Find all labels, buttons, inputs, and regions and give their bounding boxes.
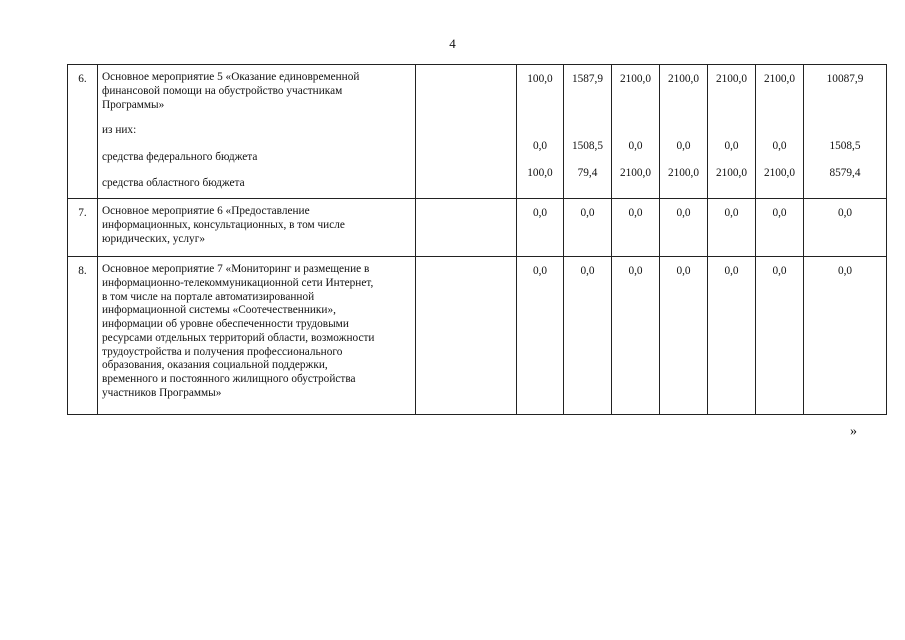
title-line: Основное мероприятие 5 «Оказание единовременной bbox=[102, 71, 360, 83]
value-cell: 0,0 bbox=[517, 257, 564, 415]
value-cell bbox=[804, 65, 887, 199]
sub-row-label: средства федерального бюджета bbox=[102, 151, 258, 164]
title-line: ресурсами отдельных территорий области, возможности bbox=[102, 331, 375, 344]
title-line: финансовой помощи на обустройство участникам bbox=[102, 84, 343, 97]
value: 2100,0 bbox=[763, 167, 796, 179]
title-line: участников Программы» bbox=[102, 387, 222, 400]
table-row bbox=[68, 199, 887, 257]
value-cell: 0,0 bbox=[708, 257, 756, 415]
title-line: информационно-телекоммуникационной сети Интернет, bbox=[102, 276, 374, 289]
value: 0,0 bbox=[628, 140, 643, 152]
value-cell: 0,0 bbox=[660, 199, 708, 257]
empty-cell bbox=[416, 199, 517, 257]
value: 0,0 bbox=[772, 140, 787, 152]
title-line: информационной системы «Соотечественники», bbox=[102, 304, 336, 317]
value: 8579,4 bbox=[829, 167, 861, 179]
value-cell: 0,0 bbox=[517, 199, 564, 257]
value: 2100,0 bbox=[619, 73, 652, 85]
value-cell bbox=[612, 65, 660, 199]
value: 1508,5 bbox=[829, 140, 861, 152]
title-line: юридических, услуг» bbox=[102, 232, 205, 245]
title-line: информации об уровне обеспеченности трудовыми bbox=[102, 318, 349, 331]
table-row bbox=[68, 65, 887, 199]
value-cell: 0,0 bbox=[804, 257, 887, 415]
measure-title bbox=[98, 257, 416, 415]
sub-row-label: средства областного бюджета bbox=[102, 176, 245, 189]
value: 0,0 bbox=[676, 140, 691, 152]
empty-cell bbox=[416, 257, 517, 415]
value: 100,0 bbox=[527, 167, 553, 179]
value-cell bbox=[756, 65, 804, 199]
title-line: Программы» bbox=[102, 98, 165, 111]
value-cell: 0,0 bbox=[564, 257, 612, 415]
row-index: 6. bbox=[68, 65, 98, 199]
value: 1508,5 bbox=[571, 140, 604, 152]
value-cell: 0,0 bbox=[612, 199, 660, 257]
value: 1587,9 bbox=[571, 73, 604, 85]
value-cell: 0,0 bbox=[708, 199, 756, 257]
title-line: в том числе на портале автоматизированной bbox=[102, 290, 315, 303]
measure-title bbox=[98, 65, 416, 199]
value: 2100,0 bbox=[715, 73, 748, 85]
row-index: 8. bbox=[68, 257, 98, 415]
value-cell: 0,0 bbox=[756, 199, 804, 257]
value: 2100,0 bbox=[715, 167, 748, 179]
value: 0,0 bbox=[532, 140, 548, 152]
closing-quote: » bbox=[850, 424, 857, 439]
value: 10087,9 bbox=[826, 73, 864, 85]
value-cell: 0,0 bbox=[804, 199, 887, 257]
title-line: образования, оказания социальной поддержки, bbox=[102, 359, 328, 372]
value-cell: 0,0 bbox=[660, 257, 708, 415]
value: 2100,0 bbox=[667, 73, 700, 85]
empty-cell bbox=[416, 65, 517, 199]
value-cell: 0,0 bbox=[612, 257, 660, 415]
value-cell bbox=[660, 65, 708, 199]
value-cell bbox=[517, 65, 564, 199]
title-line: Основное мероприятие 7 «Мониторинг и размещение в bbox=[102, 263, 370, 275]
value-cell: 0,0 bbox=[564, 199, 612, 257]
value: 2100,0 bbox=[619, 167, 652, 179]
page-number: 4 bbox=[449, 36, 456, 51]
title-line: информационных, консультационных, в том числе bbox=[102, 218, 345, 231]
value-cell bbox=[708, 65, 756, 199]
value: 100,0 bbox=[527, 73, 553, 85]
value: 2100,0 bbox=[763, 73, 796, 85]
title-line: временного и постоянного жилищного обустройства bbox=[102, 373, 356, 386]
title-line: трудоустройства и получения профессионального bbox=[102, 345, 343, 358]
value: 79,4 bbox=[577, 167, 598, 179]
sub-header: из них: bbox=[102, 124, 137, 137]
measure-title bbox=[98, 199, 416, 257]
table-row bbox=[68, 257, 887, 415]
value-cell: 0,0 bbox=[756, 257, 804, 415]
value: 0,0 bbox=[724, 140, 739, 152]
value-cell bbox=[564, 65, 612, 199]
title-line: Основное мероприятие 6 «Предоставление bbox=[102, 205, 310, 217]
budget-table bbox=[67, 64, 887, 415]
value: 2100,0 bbox=[667, 167, 700, 179]
row-index: 7. bbox=[68, 199, 98, 257]
